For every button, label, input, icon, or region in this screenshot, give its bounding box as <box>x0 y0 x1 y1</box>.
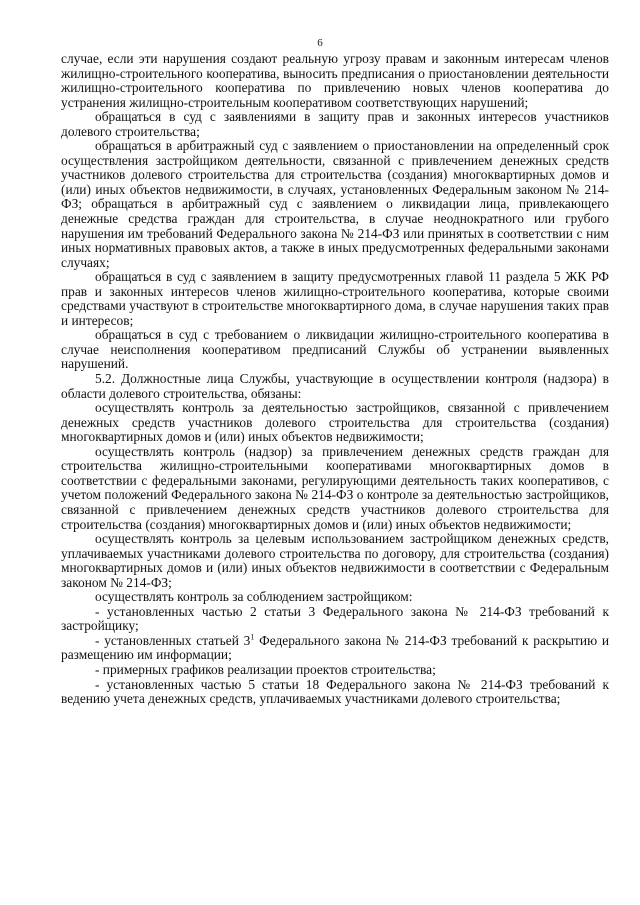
list-item-part-2-article-3: - установленных частью 2 статьи 3 Федерального закона № 214-ФЗ требований к застройщику; <box>61 603 609 634</box>
page-number: 6 <box>317 37 323 49</box>
list-item-part-5-article-18: - установленных частью 5 статьи 18 Федерального закона № 214-ФЗ требований к ведению учета денежных средств, уплачиваемых участниками долевого строительства; <box>61 676 609 707</box>
superscript: 1 <box>250 632 255 642</box>
paragraph-arbitration-court: обращаться в арбитражный суд с заявлением о приостановлении на определенный срок осуществления застройщиком деятельности, связанной с привлечением денежных средств участников долевого строительства для строительства (создания) многоквартирных домов и (или) иных объектов недвижимости, в случаях, установленных Федеральным законом № 214-ФЗ; обращаться в арбитражный суд с заявлением о ликвидации лица, привлекающего денежные средства граждан для строительства, в случае неоднократного или грубого нарушения им требований Федерального закона № 214-ФЗ или принятых в соответствии с ним иных нормативных правовых актов, а также в иных предусмотренных федеральными законами случаях; <box>61 138 609 270</box>
paragraph-court-claims: обращаться в суд с заявлениями в защиту прав и законных интересов участников долевого строительства; <box>61 109 609 139</box>
paragraph-control-cooperatives: осуществлять контроль (надзор) за привлечением денежных средств граждан для строительства жилищно-строительными кооперативами многоквартирных домов в соответствии с федеральными законами, регулирующими деятельность таких кооперативов, с учетом положений Федерального закона № 214-ФЗ о контроле за деятельностью застройщиков, связанной с привлечением денежных средств участников долевого строительства для строительства (создания) многоквартирных домов и (или) иных объектов недвижимости; <box>61 443 609 532</box>
paragraph-control-target-use: осуществлять контроль за целевым использованием застройщиком денежных средств, уплачиваемых участниками долевого строительства по договору, для строительства (создания) многоквартирных домов и (или) иных объектов недвижимости в соответствии с Федеральным законом № 214-ФЗ; <box>61 531 609 590</box>
paragraph-continuation: случае, если эти нарушения создают реальную угрозу правам и законным интересам членов жилищно-строительного кооператива, выносить предписания о приостановлении деятельности жилищно-строительного кооператива по привлечению новых членов кооператива до устранения жилищно-строительным кооперативом соответствующих нарушений; <box>61 51 609 110</box>
paragraph-control-developers: осуществлять контроль за деятельностью застройщиков, связанной с привлечением денежных средств участников долевого строительства для строительства (создания) многоквартирных домов и (или) иных объектов недвижимости; <box>61 400 609 445</box>
paragraph-section-5-2: 5.2. Должностные лица Службы, участвующие в осуществлении контроля (надзора) в области долевого строительства, обязаны: <box>61 371 609 401</box>
document-body <box>61 52 609 707</box>
list-item-article-3-1 <box>61 634 609 663</box>
list-item-article-3-1-before: - установленных статьей 3 <box>95 632 251 648</box>
paragraph-court-zhk: обращаться в суд с заявлением в защиту предусмотренных главой 11 раздела 5 ЖК РФ прав и законных интересов членов жилищно-строительного кооператива, которые своими средствами участвуют в строительстве многоквартирного дома, в случае нарушения таких прав и интересов; <box>61 269 609 328</box>
list-item-schedules: - примерных графиков реализации проектов строительства; <box>95 661 436 677</box>
paragraph-court-liquidation: обращаться в суд с требованием о ликвидации жилищно-строительного кооператива в случае неисполнения кооперативом предписаний Службы об устранении выявленных нарушений. <box>61 327 609 372</box>
paragraph-control-compliance: осуществлять контроль за соблюдением застройщиком: <box>95 589 413 605</box>
list-item-article-3-1-after: Федерального закона № 214-ФЗ требований к раскрытию и размещению им информации; <box>61 632 610 663</box>
